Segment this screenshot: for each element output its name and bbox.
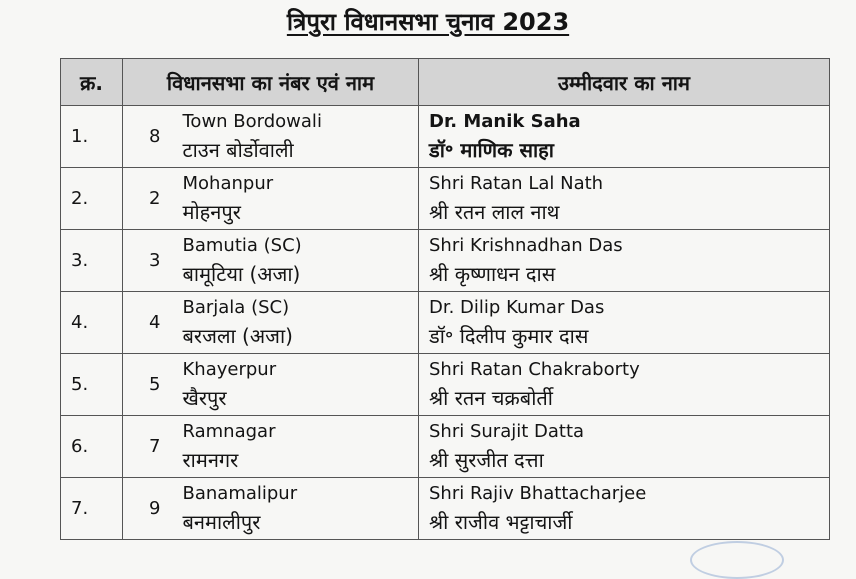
candidate-name-en: Shri Ratan Lal Nath — [429, 172, 604, 194]
constituency-name — [167, 168, 419, 230]
row-serial: 2. — [61, 168, 123, 230]
row-serial: 3. — [61, 230, 123, 292]
candidate-name — [419, 354, 830, 416]
table-row — [61, 230, 830, 292]
constituency-name-en: Barjala (SC) — [182, 296, 290, 318]
candidate-name-hi: डॉ॰ दिलीप कुमार दास — [429, 323, 589, 348]
row-serial: 7. — [61, 478, 123, 540]
table-header-row — [61, 59, 830, 106]
constituency-number: 4 — [123, 292, 167, 354]
header-candidate: उम्मीदवार का नाम — [419, 59, 830, 106]
constituency-number: 9 — [123, 478, 167, 540]
constituency-name-en: Khayerpur — [182, 358, 277, 380]
constituency-name — [167, 416, 419, 478]
candidate-table — [60, 58, 830, 540]
constituency-name — [167, 478, 419, 540]
constituency-name-hi: खैरपुर — [182, 385, 227, 410]
candidate-name-hi: श्री राजीव भट्टाचार्जी — [429, 509, 573, 534]
constituency-name — [167, 106, 419, 168]
candidate-name — [419, 230, 830, 292]
constituency-name-hi: बनमालीपुर — [182, 509, 261, 534]
constituency-number: 3 — [123, 230, 167, 292]
constituency-name — [167, 292, 419, 354]
row-serial: 1. — [61, 106, 123, 168]
page-title-text: त्रिपुरा विधानसभा चुनाव 2023 — [286, 8, 570, 36]
candidate-name-en: Dr. Dilip Kumar Das — [429, 296, 605, 318]
candidate-name-en: Shri Krishnadhan Das — [429, 234, 623, 256]
constituency-name — [167, 354, 419, 416]
table-row — [61, 292, 830, 354]
candidate-name-hi: श्री कृष्णाधन दास — [429, 261, 556, 286]
table-row — [61, 416, 830, 478]
constituency-name-en: Banamalipur — [182, 482, 298, 504]
candidate-name-en: Shri Rajiv Bhattacharjee — [429, 482, 647, 504]
row-serial: 6. — [61, 416, 123, 478]
seal-stamp-icon — [690, 541, 784, 579]
candidate-name — [419, 168, 830, 230]
constituency-number: 8 — [123, 106, 167, 168]
table-row — [61, 168, 830, 230]
constituency-name-en: Bamutia (SC) — [182, 234, 302, 256]
candidate-name-en: Dr. Manik Saha — [429, 110, 581, 132]
constituency-name-en: Town Bordowali — [182, 110, 322, 132]
row-serial: 5. — [61, 354, 123, 416]
page-title — [0, 6, 856, 38]
row-serial: 4. — [61, 292, 123, 354]
candidate-name-hi: डॉ॰ माणिक साहा — [429, 137, 554, 162]
table-row — [61, 354, 830, 416]
constituency-name-en: Ramnagar — [182, 420, 276, 442]
table-row — [61, 478, 830, 540]
candidate-name — [419, 292, 830, 354]
constituency-name-hi: मोहनपुर — [182, 199, 241, 224]
constituency-name-hi: बामूटिया (अजा) — [182, 261, 301, 286]
candidate-name-en: Shri Surajit Datta — [429, 420, 585, 442]
constituency-name — [167, 230, 419, 292]
candidate-name — [419, 106, 830, 168]
constituency-number: 7 — [123, 416, 167, 478]
candidate-name — [419, 478, 830, 540]
candidate-name-en: Shri Ratan Chakraborty — [429, 358, 640, 380]
constituency-name-hi: बरजला (अजा) — [182, 323, 293, 348]
header-constituency: विधानसभा का नंबर एवं नाम — [123, 59, 419, 106]
constituency-name-hi: टाउन बोर्डोवाली — [182, 137, 294, 162]
candidate-name — [419, 416, 830, 478]
constituency-name-en: Mohanpur — [182, 172, 274, 194]
table-row — [61, 106, 830, 168]
header-serial: क्र. — [61, 59, 123, 106]
constituency-number: 5 — [123, 354, 167, 416]
constituency-name-hi: रामनगर — [182, 447, 239, 472]
candidate-name-hi: श्री रतन चक्रबोर्ती — [429, 385, 553, 410]
candidate-name-hi: श्री रतन लाल नाथ — [429, 199, 560, 224]
constituency-number: 2 — [123, 168, 167, 230]
candidate-name-hi: श्री सुरजीत दत्ता — [429, 447, 544, 472]
